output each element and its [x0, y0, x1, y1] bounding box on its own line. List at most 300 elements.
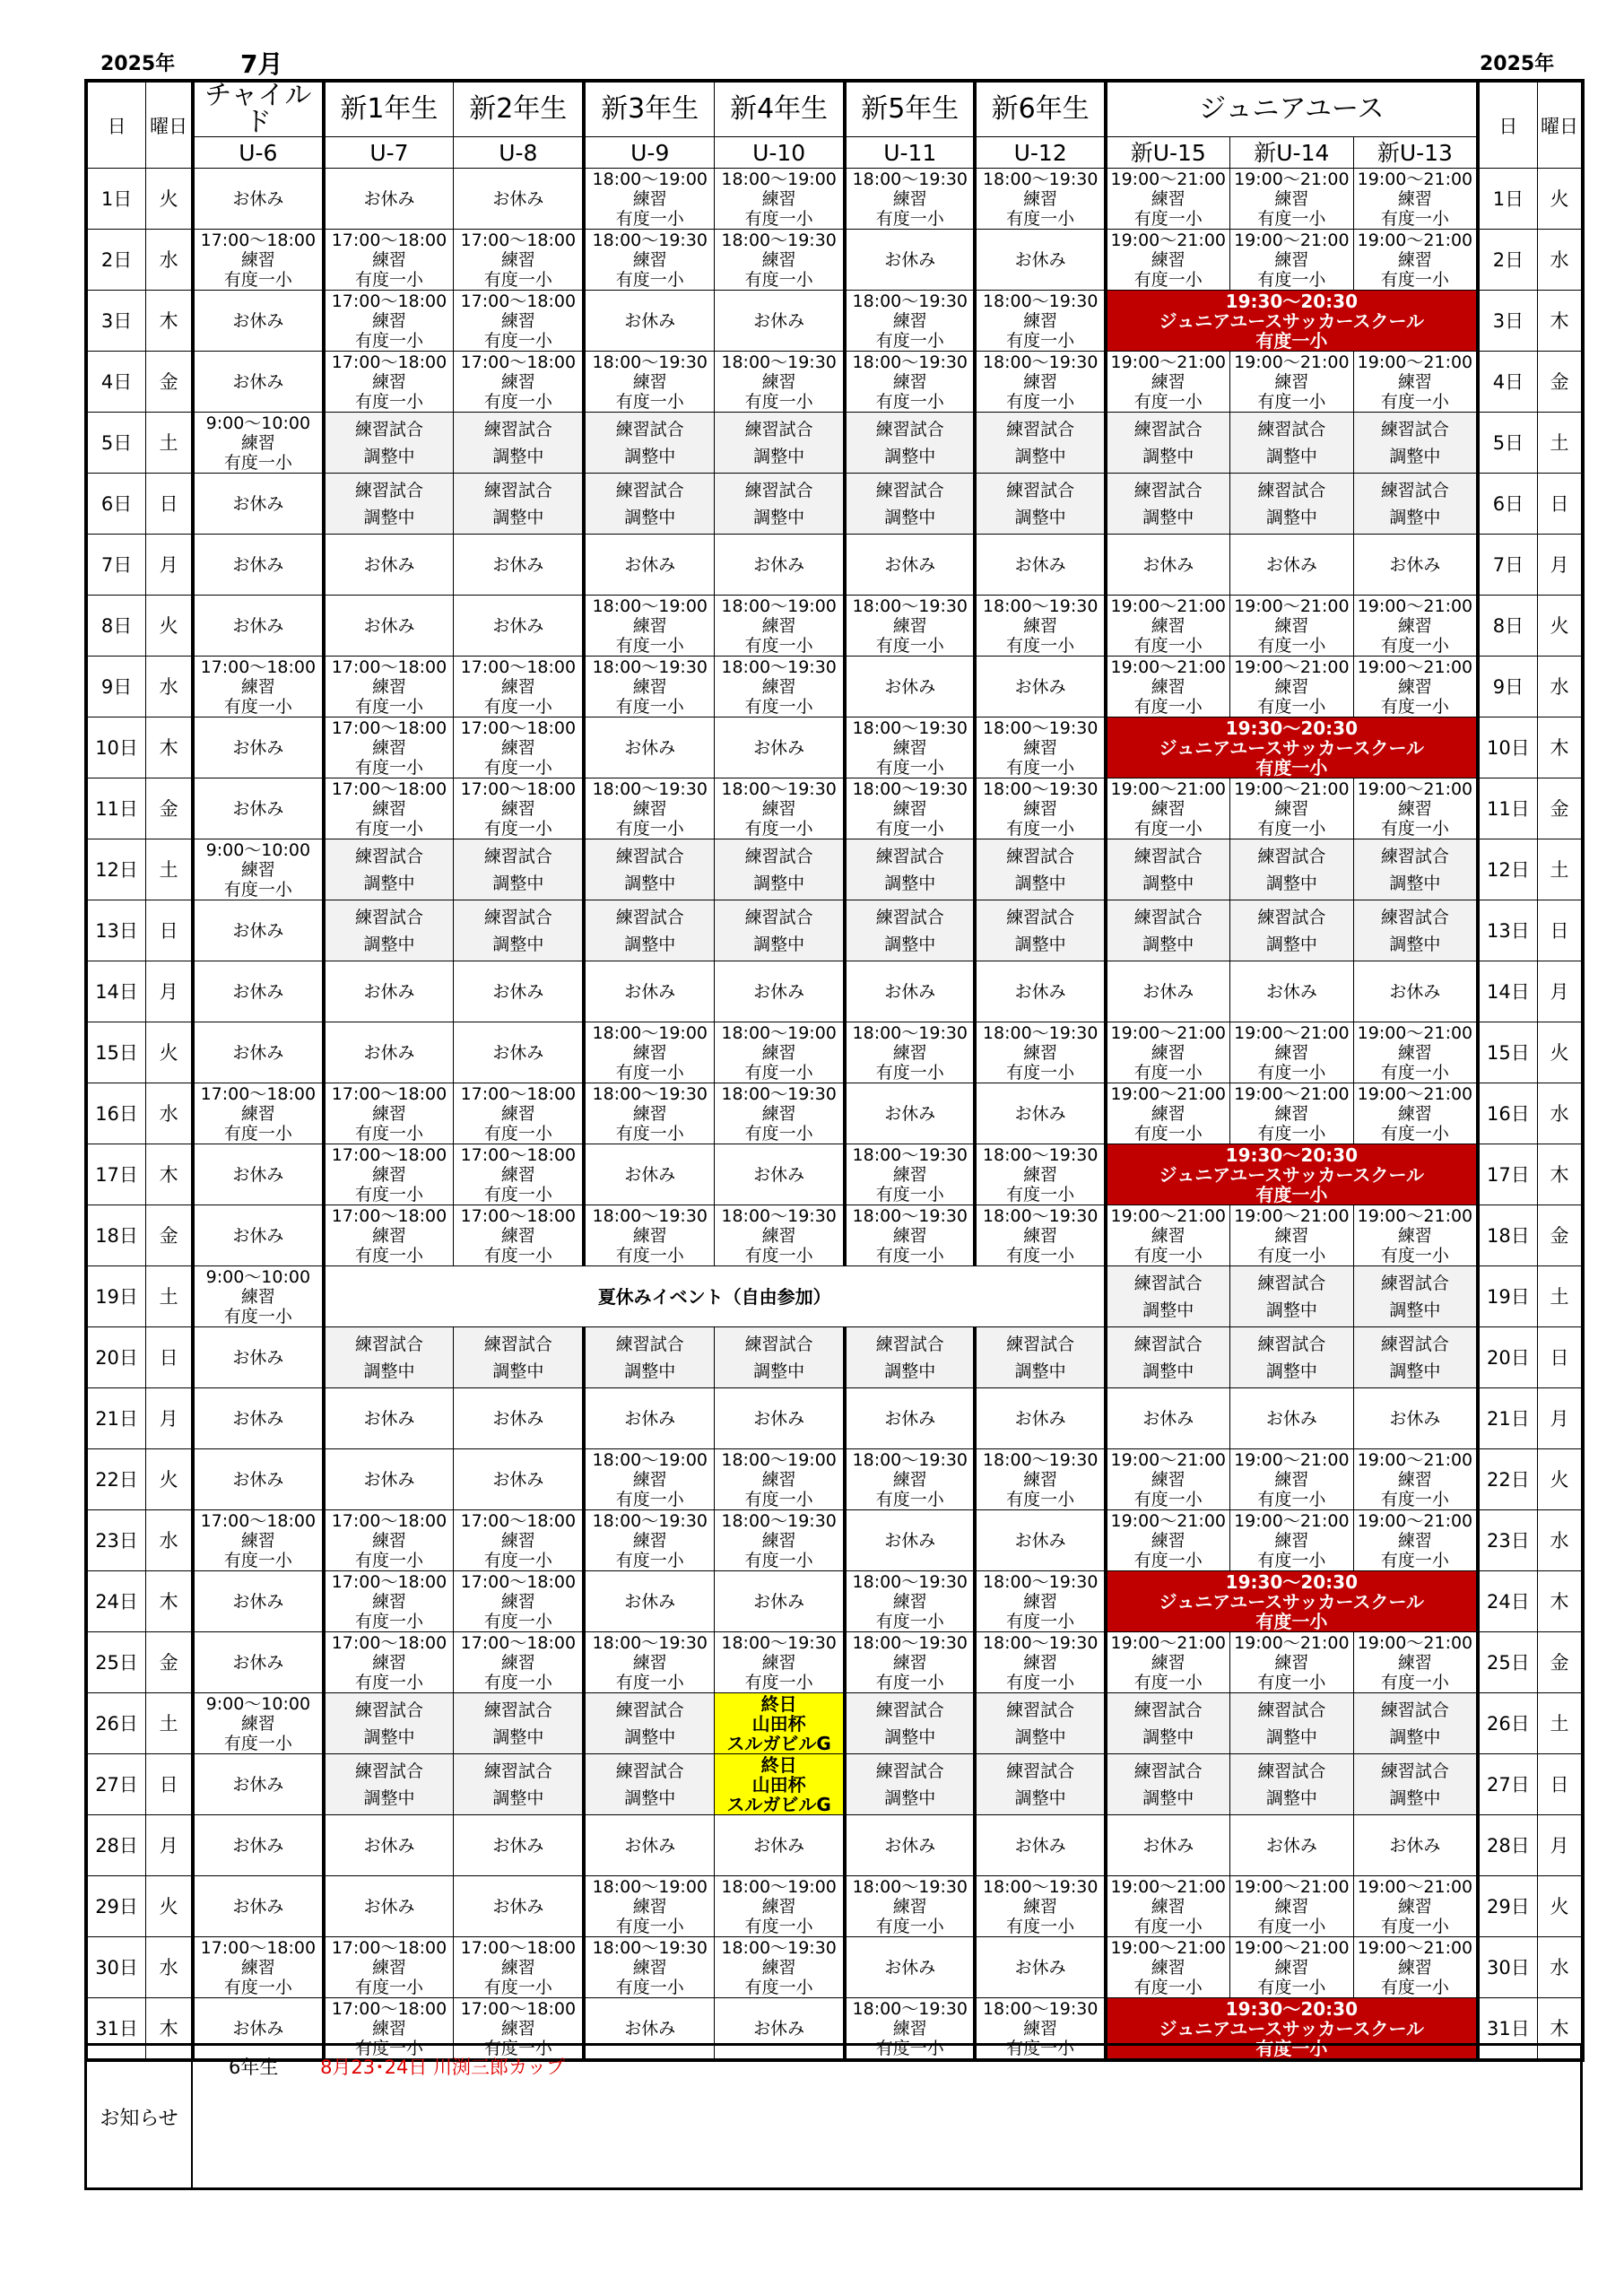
- match-status: 調整中: [492, 873, 544, 893]
- schedule-row: [86, 1144, 1583, 1205]
- practice-venue: 有度一小: [1380, 696, 1449, 717]
- practice-time: 18:00～19:30: [982, 1022, 1099, 1043]
- match-label: 練習試合: [1380, 846, 1449, 866]
- practice-time: 17:00～18:00: [331, 1632, 447, 1653]
- dow-cell: 火: [146, 169, 194, 230]
- match-cell: [1229, 474, 1353, 535]
- match-status: 調整中: [363, 507, 415, 527]
- practice-label: 練習: [761, 1103, 796, 1124]
- match-cell: [845, 839, 975, 900]
- day-cell-right: 24日: [1478, 1571, 1538, 1632]
- off-cell: お休み: [324, 1388, 454, 1449]
- practice-label: 練習: [892, 371, 927, 392]
- practice-venue: 有度一小: [1257, 635, 1326, 656]
- practice-time: 18:00～19:30: [982, 352, 1099, 372]
- practice-cell: [1229, 169, 1353, 230]
- practice-cell: [845, 352, 975, 413]
- practice-venue: 有度一小: [744, 1550, 813, 1570]
- schedule-row: [86, 657, 1583, 718]
- off-cell: お休み: [845, 961, 975, 1022]
- practice-venue: 有度一小: [1257, 1489, 1326, 1509]
- practice-cell: [975, 1205, 1105, 1266]
- practice-label: 練習: [1023, 1591, 1058, 1612]
- practice-cell: [1353, 1449, 1477, 1510]
- practice-venue: 有度一小: [483, 2038, 552, 2058]
- practice-label: 練習: [1151, 1530, 1185, 1551]
- practice-cell: [715, 230, 845, 291]
- dow-cell: 火: [146, 596, 194, 657]
- practice-label: 練習: [240, 1957, 275, 1978]
- practice-time: 18:00～19:00: [721, 1022, 837, 1043]
- dow-cell: 水: [146, 1937, 194, 1998]
- practice-label: 練習: [1397, 1957, 1432, 1978]
- off-cell: お休み: [845, 1388, 975, 1449]
- match-label: 練習試合: [615, 907, 684, 927]
- dow-cell-right: 火: [1537, 1449, 1583, 1510]
- match-label: 練習試合: [1380, 1761, 1449, 1781]
- practice-label: 練習: [632, 1896, 667, 1917]
- match-cell: [715, 1327, 845, 1388]
- practice-cell: [1229, 657, 1353, 718]
- cup-allday: 終日: [760, 1753, 797, 1776]
- match-cell: [454, 839, 584, 900]
- dow-cell-right: 月: [1537, 961, 1583, 1022]
- day-cell: 25日: [86, 1632, 146, 1693]
- off-cell: お休み: [193, 1571, 323, 1632]
- practice-label: 練習: [761, 615, 796, 636]
- match-status: 調整中: [753, 934, 805, 954]
- practice-time: 17:00～18:00: [460, 1571, 577, 1592]
- header-dow: 曜日: [146, 81, 194, 169]
- practice-cell: [715, 1449, 845, 1510]
- practice-venue: 有度一小: [1380, 1550, 1449, 1570]
- day-cell-right: 15日: [1478, 1022, 1538, 1083]
- practice-venue: 有度一小: [615, 1489, 684, 1509]
- practice-cell: [975, 778, 1105, 839]
- practice-time: 18:00～19:00: [592, 596, 708, 616]
- dow-cell: 水: [146, 657, 194, 718]
- practice-time: 18:00～19:30: [982, 778, 1099, 799]
- off-cell: お休み: [193, 961, 323, 1022]
- dow-cell: 水: [146, 1083, 194, 1144]
- practice-venue: 有度一小: [744, 1245, 813, 1265]
- practice-cell: [584, 1083, 714, 1144]
- practice-time: 18:00～19:30: [592, 1510, 708, 1531]
- practice-cell: [454, 1632, 584, 1693]
- practice-time: 18:00～19:30: [852, 1449, 968, 1470]
- match-cell: [584, 413, 714, 474]
- practice-label: 練習: [500, 2018, 535, 2039]
- match-cell: [1106, 1754, 1229, 1815]
- match-status: 調整中: [492, 934, 544, 954]
- day-cell: 2日: [86, 230, 146, 291]
- practice-venue: 有度一小: [615, 818, 684, 839]
- practice-label: 練習: [1274, 371, 1309, 392]
- day-cell: 16日: [86, 1083, 146, 1144]
- day-cell: 31日: [86, 1998, 146, 2061]
- match-status: 調整中: [1142, 507, 1194, 527]
- practice-time: 18:00～19:00: [721, 1876, 837, 1897]
- practice-label: 練習: [1274, 1896, 1309, 1917]
- practice-label: 練習: [1023, 615, 1058, 636]
- match-status: 調整中: [1389, 1726, 1441, 1747]
- practice-time: 18:00～19:30: [982, 596, 1099, 616]
- practice-label: 練習: [761, 676, 796, 697]
- day-cell: 3日: [86, 291, 146, 352]
- off-cell: お休み: [584, 718, 714, 778]
- off-cell: お休み: [324, 535, 454, 596]
- dow-cell-right: 月: [1537, 1388, 1583, 1449]
- practice-cell: [1106, 169, 1229, 230]
- school-venue: 有度一小: [1255, 329, 1328, 352]
- practice-label: 練習: [892, 737, 927, 758]
- practice-time: 18:00～19:30: [982, 1449, 1099, 1470]
- practice-venue: 有度一小: [1133, 1550, 1203, 1570]
- dow-cell-right: 木: [1537, 1571, 1583, 1632]
- match-label: 練習試合: [1133, 1334, 1203, 1354]
- practice-label: 練習: [1274, 798, 1309, 819]
- practice-cell: [1106, 1449, 1229, 1510]
- header-grade: 新5年生: [845, 81, 975, 137]
- dow-cell: 火: [146, 1022, 194, 1083]
- practice-time: 18:00～19:30: [852, 596, 968, 616]
- off-cell: お休み: [715, 718, 845, 778]
- off-cell: お休み: [715, 1815, 845, 1876]
- day-cell-right: 4日: [1478, 352, 1538, 413]
- practice-label: 練習: [371, 1164, 406, 1185]
- practice-venue: 有度一小: [744, 391, 813, 412]
- practice-cell: [454, 1510, 584, 1571]
- practice-time: 18:00～19:00: [592, 169, 708, 189]
- practice-venue: 有度一小: [1006, 757, 1075, 778]
- schedule-row: [86, 1693, 1583, 1754]
- practice-venue: 有度一小: [744, 269, 813, 290]
- practice-venue: 有度一小: [1380, 1245, 1449, 1265]
- practice-cell: [324, 1083, 454, 1144]
- practice-cell: [193, 1937, 323, 1998]
- practice-cell: [584, 1876, 714, 1937]
- off-cell: お休み: [193, 778, 323, 839]
- practice-venue: 有度一小: [1133, 1977, 1203, 1997]
- practice-venue: 有度一小: [1257, 1550, 1326, 1570]
- match-cell: [324, 839, 454, 900]
- practice-cell: [845, 1205, 975, 1266]
- practice-venue: 有度一小: [615, 1123, 684, 1144]
- practice-label: 練習: [1023, 1042, 1058, 1063]
- match-status: 調整中: [884, 507, 936, 527]
- practice-time: 18:00～19:30: [982, 1571, 1099, 1592]
- day-cell-right: 19日: [1478, 1266, 1538, 1327]
- practice-venue: 有度一小: [615, 1550, 684, 1570]
- practice-label: 練習: [761, 371, 796, 392]
- practice-cell: [1353, 1510, 1477, 1571]
- practice-venue: 有度一小: [615, 1672, 684, 1692]
- match-cell: [1106, 1327, 1229, 1388]
- practice-label: 練習: [1023, 371, 1058, 392]
- match-label: 練習試合: [1133, 419, 1203, 439]
- practice-label: 練習: [632, 1103, 667, 1124]
- match-label: 練習試合: [483, 846, 552, 866]
- practice-time: 18:00～19:00: [721, 596, 837, 616]
- match-status: 調整中: [492, 446, 544, 466]
- cup-cell: [715, 1693, 845, 1754]
- practice-venue: 有度一小: [1006, 1672, 1075, 1692]
- practice-label: 練習: [1274, 1469, 1309, 1490]
- practice-cell: [324, 657, 454, 718]
- match-cell: [1229, 839, 1353, 900]
- match-status: 調整中: [624, 1361, 676, 1381]
- practice-label: 練習: [500, 1957, 535, 1978]
- practice-time: 19:00～21:00: [1357, 352, 1473, 372]
- practice-venue: 有度一小: [1380, 818, 1449, 839]
- match-status: 調整中: [1142, 934, 1194, 954]
- practice-venue: 有度一小: [744, 635, 813, 656]
- practice-time: 18:00～19:30: [592, 657, 708, 677]
- practice-time: 19:00～21:00: [1357, 1449, 1473, 1470]
- practice-time: 19:00～21:00: [1234, 1876, 1350, 1897]
- practice-time: 19:00～21:00: [1234, 1632, 1350, 1653]
- practice-cell: [1229, 778, 1353, 839]
- dow-cell: 日: [146, 1754, 194, 1815]
- off-cell: お休み: [193, 1327, 323, 1388]
- practice-venue: 有度一小: [483, 1977, 552, 1997]
- dow-cell-right: 土: [1537, 413, 1583, 474]
- practice-cell: [1353, 596, 1477, 657]
- off-cell: お休み: [1353, 1815, 1477, 1876]
- practice-cell: [454, 291, 584, 352]
- match-label: 練習試合: [1006, 1334, 1075, 1354]
- practice-venue: 有度一小: [1380, 1977, 1449, 1997]
- dow-cell: 土: [146, 413, 194, 474]
- practice-venue: 有度一小: [744, 696, 813, 717]
- practice-cell: [324, 1937, 454, 1998]
- dow-cell: 土: [146, 1693, 194, 1754]
- practice-venue: 有度一小: [1006, 635, 1075, 656]
- practice-time: 17:00～18:00: [331, 1937, 447, 1958]
- match-cell: [1106, 413, 1229, 474]
- day-cell: 10日: [86, 718, 146, 778]
- off-cell: お休み: [1353, 1388, 1477, 1449]
- practice-cell: [584, 169, 714, 230]
- off-cell: お休み: [975, 1083, 1105, 1144]
- match-status: 調整中: [1265, 507, 1317, 527]
- practice-label: 練習: [1397, 371, 1432, 392]
- match-cell: [1353, 839, 1477, 900]
- practice-cell: [1353, 1876, 1477, 1937]
- practice-time: 18:00～19:30: [982, 1144, 1099, 1165]
- practice-time: 17:00～18:00: [460, 1632, 577, 1653]
- practice-venue: 有度一小: [875, 818, 944, 839]
- schedule-row: [86, 1388, 1583, 1449]
- day-cell-right: 10日: [1478, 718, 1538, 778]
- practice-time: 18:00～19:30: [721, 352, 837, 372]
- practice-time: 17:00～18:00: [460, 1937, 577, 1958]
- dow-cell-right: 金: [1537, 352, 1583, 413]
- match-cell: [324, 413, 454, 474]
- practice-venue: 有度一小: [1006, 330, 1075, 351]
- practice-venue: 有度一小: [615, 208, 684, 229]
- schedule-row: [86, 352, 1583, 413]
- practice-cell: [584, 230, 714, 291]
- practice-label: 練習: [500, 1591, 535, 1612]
- practice-label: 練習: [500, 1530, 535, 1551]
- practice-label: 練習: [1023, 310, 1058, 331]
- day-cell-right: 7日: [1478, 535, 1538, 596]
- match-label: 練習試合: [1006, 480, 1075, 500]
- practice-time: 18:00～19:30: [852, 1022, 968, 1043]
- day-cell: 11日: [86, 778, 146, 839]
- practice-venue: 有度一小: [354, 1184, 423, 1205]
- practice-venue: 有度一小: [483, 1245, 552, 1265]
- day-cell-right: 12日: [1478, 839, 1538, 900]
- match-cell: [715, 474, 845, 535]
- match-label: 練習試合: [483, 480, 552, 500]
- match-cell: [454, 1327, 584, 1388]
- practice-time: 18:00～19:30: [852, 352, 968, 372]
- practice-venue: 有度一小: [875, 1672, 944, 1692]
- day-cell: 27日: [86, 1754, 146, 1815]
- dow-cell: 木: [146, 1998, 194, 2061]
- schedule-row: [86, 778, 1583, 839]
- practice-cell: [845, 291, 975, 352]
- practice-cell: [715, 596, 845, 657]
- match-status: 調整中: [624, 873, 676, 893]
- match-cell: [1353, 900, 1477, 961]
- off-cell: お休み: [324, 1449, 454, 1510]
- practice-cell: [1229, 1632, 1353, 1693]
- day-cell: 15日: [86, 1022, 146, 1083]
- match-status: 調整中: [1142, 1361, 1194, 1381]
- practice-label: 練習: [1023, 737, 1058, 758]
- practice-cell: [1106, 778, 1229, 839]
- practice-time: 19:00～21:00: [1357, 169, 1473, 189]
- practice-time: 19:00～21:00: [1110, 1083, 1227, 1104]
- dow-cell-right: 金: [1537, 1205, 1583, 1266]
- match-label: 練習試合: [615, 1334, 684, 1354]
- match-cell: [1229, 1327, 1353, 1388]
- practice-cell: [715, 1937, 845, 1998]
- practice-label: 練習: [1023, 798, 1058, 819]
- match-label: 練習試合: [615, 480, 684, 500]
- practice-venue: 有度一小: [1006, 208, 1075, 229]
- match-label: 練習試合: [354, 1761, 423, 1781]
- dow-cell-right: 木: [1537, 1998, 1583, 2061]
- practice-venue: 有度一小: [1006, 2038, 1075, 2058]
- match-status: 調整中: [1014, 934, 1066, 954]
- practice-label: 練習: [371, 737, 406, 758]
- match-cell: [1353, 1327, 1477, 1388]
- match-status: 調整中: [1389, 507, 1441, 527]
- match-label: 練習試合: [483, 419, 552, 439]
- practice-time: 19:00～21:00: [1110, 1632, 1227, 1653]
- practice-time: 19:00～21:00: [1357, 230, 1473, 250]
- school-name: ジュニアユースサッカースクール: [1159, 2017, 1425, 2039]
- match-cell: [845, 1693, 975, 1754]
- practice-cell: [324, 1144, 454, 1205]
- practice-label: 練習: [371, 1530, 406, 1551]
- match-cell: [1229, 413, 1353, 474]
- practice-label: 練習: [892, 1225, 927, 1246]
- practice-label: 練習: [761, 188, 796, 209]
- match-cell: [845, 900, 975, 961]
- practice-cell: [584, 778, 714, 839]
- day-cell-right: 27日: [1478, 1754, 1538, 1815]
- practice-label: 練習: [1274, 188, 1309, 209]
- practice-label: 練習: [892, 798, 927, 819]
- match-cell: [324, 1754, 454, 1815]
- practice-label: 練習: [371, 676, 406, 697]
- practice-cell: [454, 1083, 584, 1144]
- schedule-row: [86, 1815, 1583, 1876]
- practice-venue: 有度一小: [1257, 1672, 1326, 1692]
- practice-venue: 有度一小: [1257, 208, 1326, 229]
- match-status: 調整中: [1014, 1726, 1066, 1747]
- practice-venue: 有度一小: [223, 1733, 292, 1753]
- practice-time: 19:00～21:00: [1357, 1083, 1473, 1104]
- practice-time: 17:00～18:00: [331, 1998, 447, 2019]
- practice-cell: [1229, 230, 1353, 291]
- match-status: 調整中: [624, 446, 676, 466]
- schedule-row: [86, 1632, 1583, 1693]
- practice-time: 17:00～18:00: [200, 1083, 317, 1104]
- notice-grade: 6年生: [229, 2057, 279, 2078]
- match-cell: [1106, 1693, 1229, 1754]
- cup-venue: スルガビルG: [726, 1732, 831, 1754]
- off-cell: お休み: [715, 291, 845, 352]
- practice-label: 練習: [632, 1225, 667, 1246]
- practice-time: 17:00～18:00: [460, 1998, 577, 2019]
- day-cell-right: 16日: [1478, 1083, 1538, 1144]
- practice-cell: [1353, 778, 1477, 839]
- practice-venue: 有度一小: [354, 1550, 423, 1570]
- day-cell-right: 22日: [1478, 1449, 1538, 1510]
- practice-label: 練習: [1151, 615, 1185, 636]
- practice-cell: [454, 1571, 584, 1632]
- off-cell: お休み: [715, 961, 845, 1022]
- off-cell: お休み: [193, 1815, 323, 1876]
- practice-label: 練習: [240, 432, 275, 453]
- practice-time: 19:00～21:00: [1234, 352, 1350, 372]
- practice-label: 練習: [1397, 798, 1432, 819]
- practice-venue: 有度一小: [1133, 1916, 1203, 1936]
- header-grade: 新3年生: [584, 81, 714, 137]
- practice-cell: [1106, 1937, 1229, 1998]
- schedule-row: [86, 1937, 1583, 1998]
- match-label: 練習試合: [1257, 846, 1326, 866]
- practice-venue: 有度一小: [1380, 1123, 1449, 1144]
- practice-venue: 有度一小: [223, 269, 292, 290]
- practice-label: 練習: [371, 2018, 406, 2039]
- off-cell: お休み: [193, 596, 323, 657]
- match-cell: [845, 413, 975, 474]
- practice-cell: [715, 1510, 845, 1571]
- schedule-body: [86, 169, 1583, 2061]
- practice-label: 練習: [371, 1652, 406, 1673]
- practice-label: 練習: [632, 798, 667, 819]
- match-cell: [1229, 1693, 1353, 1754]
- header-age: U-12: [975, 137, 1105, 169]
- day-cell-right: 8日: [1478, 596, 1538, 657]
- practice-time: 9:00～10:00: [205, 1266, 311, 1287]
- practice-label: 練習: [632, 1469, 667, 1490]
- off-cell: お休み: [715, 1144, 845, 1205]
- practice-venue: 有度一小: [1133, 1245, 1203, 1265]
- practice-time: 18:00～19:00: [592, 1876, 708, 1897]
- practice-venue: 有度一小: [354, 2038, 423, 2058]
- practice-time: 19:00～21:00: [1110, 1022, 1227, 1043]
- match-label: 練習試合: [1006, 846, 1075, 866]
- match-status: 調整中: [363, 934, 415, 954]
